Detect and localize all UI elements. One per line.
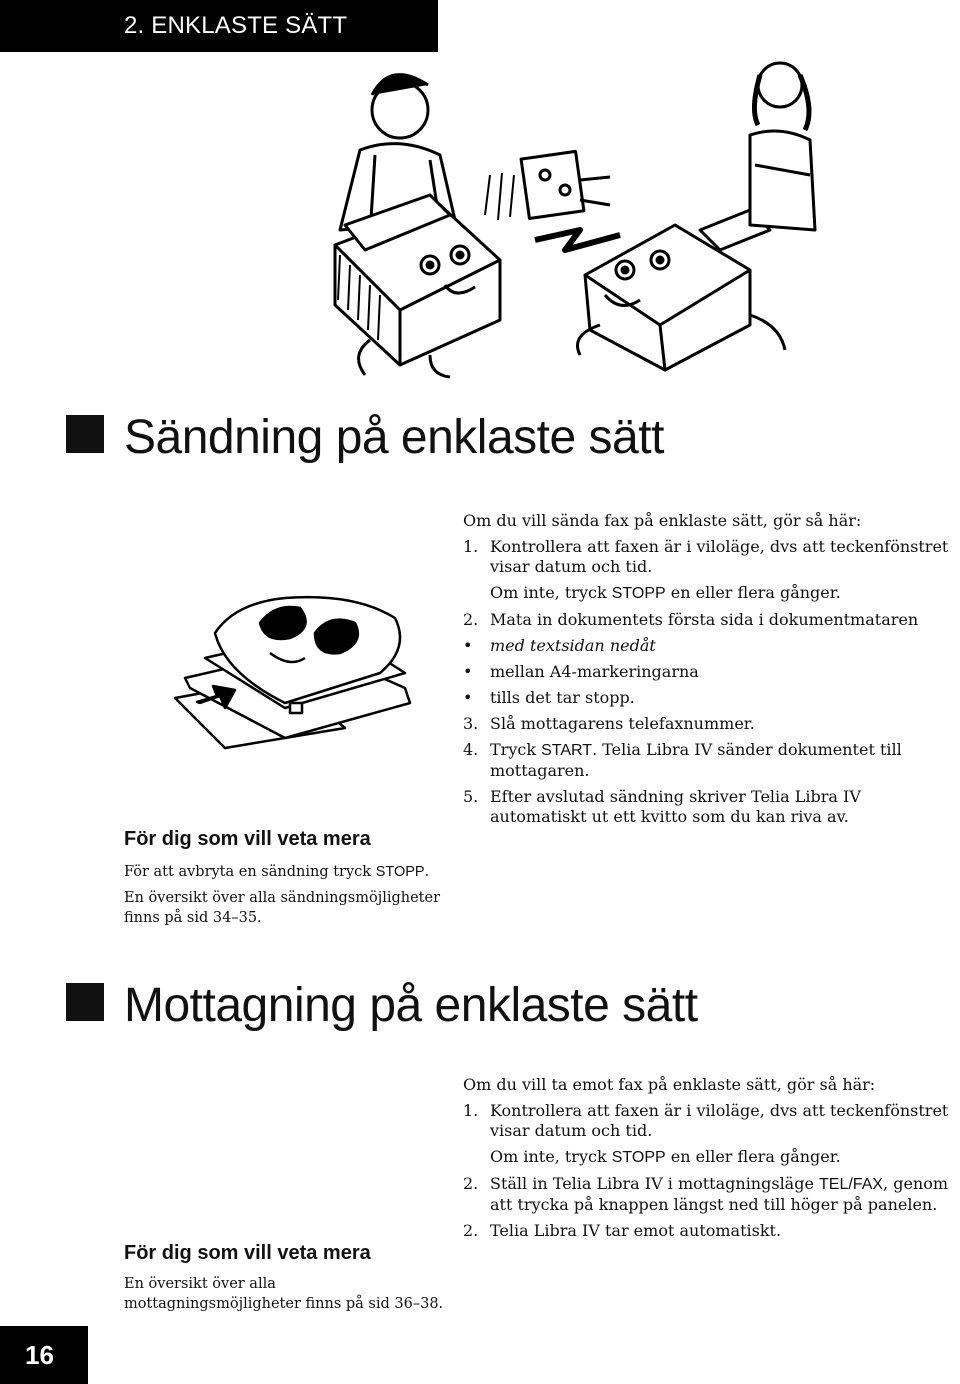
- step-number: 2.: [463, 610, 479, 629]
- step-text: [490, 784, 957, 827]
- note-post: en eller flera gånger.: [665, 583, 841, 602]
- sidebar-line: [124, 862, 444, 882]
- start-key-label: START: [541, 742, 593, 759]
- list-item: [463, 1218, 957, 1244]
- list-item: [463, 580, 957, 607]
- note-pre: Om inte, tryck: [490, 1147, 612, 1166]
- receiving-instructions: [463, 1072, 957, 1244]
- stopp-key-label: STOPP: [375, 864, 425, 880]
- step-pre: Tryck: [490, 740, 542, 759]
- bullet-text: tills det tar stopp.: [490, 688, 635, 707]
- list-item: [463, 784, 957, 827]
- receiving-intro: Om du vill ta emot fax på enklaste sätt, gör så här:: [463, 1075, 876, 1094]
- bullet-item: [463, 659, 957, 685]
- step-number: 1.: [463, 1101, 479, 1120]
- heading-square-icon: [66, 983, 104, 1021]
- step-number: 4.: [463, 740, 479, 759]
- sidebar-line: En översikt över alla mottagningsmöjligheter finns på sid 36–38.: [124, 1276, 444, 1312]
- step-text: [490, 1171, 957, 1218]
- step-text: Mata in dokumentets första sida i dokumentmataren: [490, 610, 919, 629]
- note-pre: Om inte, tryck: [490, 583, 612, 602]
- step-post: , genom att trycka på knappen längst ned till höger på panelen.: [490, 1174, 949, 1214]
- step-text: Slå mottagarens telefaxnummer.: [490, 714, 755, 733]
- receiving-sidebar-text: [124, 1274, 444, 1320]
- fax-machines-illustration: [280, 55, 840, 385]
- step-text: [490, 534, 957, 580]
- sending-heading: [66, 411, 664, 464]
- page-number: 16: [25, 1340, 54, 1370]
- step-text-content: Kontrollera att faxen är i viloläge, dvs att teckenfönstret visar datum och tid.: [490, 537, 949, 576]
- bullet-item: [463, 633, 957, 659]
- section-label: 2. ENKLASTE SÄTT: [124, 12, 348, 39]
- list-item: [463, 1171, 957, 1218]
- receiving-heading: [66, 979, 698, 1032]
- bullet-icon: •: [463, 688, 473, 707]
- list-item: [463, 711, 957, 737]
- receiving-sidebar-title: För dig som vill veta mera: [124, 1242, 371, 1264]
- step-post: . Telia Libra IV sänder dokumentet till mottagaren.: [490, 740, 902, 780]
- step-text: Telia Libra IV tar emot automatiskt.: [490, 1221, 782, 1240]
- heading-square-icon: [66, 415, 104, 453]
- sending-sidebar-title: För dig som vill veta mera: [124, 828, 371, 850]
- bullet-icon: •: [463, 636, 473, 655]
- step-text-content: Kontrollera att faxen är i viloläge, dvs att teckenfönstret visar datum och tid.: [490, 1101, 949, 1140]
- list-item: [463, 534, 957, 580]
- document-feeder-illustration: [165, 578, 435, 758]
- step-text: [490, 737, 957, 784]
- step-number: 2.: [463, 1174, 479, 1193]
- page-number-box: [0, 1326, 88, 1384]
- bullet-text: med textsidan nedåt: [490, 636, 656, 655]
- step-number: 2.: [463, 1221, 479, 1240]
- sending-intro: Om du vill sända fax på enklaste sätt, gör så här:: [463, 511, 862, 530]
- bullet-item: [463, 685, 957, 711]
- step-text: [490, 1098, 957, 1144]
- list-item: [463, 1144, 957, 1171]
- stopp-key-label: STOPP: [611, 1149, 666, 1166]
- step-number: 1.: [463, 537, 479, 556]
- sending-sidebar-text: [124, 862, 444, 934]
- sidebar-line: En översikt över alla sändningsmöjligheter finns på sid 34–35.: [124, 890, 441, 926]
- bullet-icon: •: [463, 662, 473, 681]
- step-note: [490, 1144, 841, 1171]
- sidebar-pre: För att avbryta en sändning tryck: [124, 864, 376, 880]
- step-note: [490, 580, 841, 607]
- step-text-content: Efter avslutad sändning skriver Telia Libra IV automatiskt ut ett kvitto som du kan riva av.: [490, 787, 861, 826]
- sending-instructions: [463, 508, 957, 827]
- sending-heading-text: Sändning på enklaste sätt: [124, 411, 664, 464]
- list-item: [463, 1098, 957, 1144]
- step-pre: Ställ in Telia Libra IV i mottagningsläge: [490, 1174, 820, 1193]
- section-header-bar: [0, 0, 438, 52]
- list-item: [463, 737, 957, 784]
- stopp-key-label: STOPP: [611, 585, 666, 602]
- sidebar-post: .: [424, 864, 430, 880]
- bullet-text: mellan A4-markeringarna: [490, 662, 699, 681]
- step-number: 5.: [463, 787, 479, 806]
- list-item: [463, 607, 957, 633]
- step-number: 3.: [463, 714, 479, 733]
- tel-fax-key-label: TEL/FAX: [819, 1176, 884, 1193]
- receiving-heading-text: Mottagning på enklaste sätt: [124, 979, 698, 1032]
- note-post: en eller flera gånger.: [665, 1147, 841, 1166]
